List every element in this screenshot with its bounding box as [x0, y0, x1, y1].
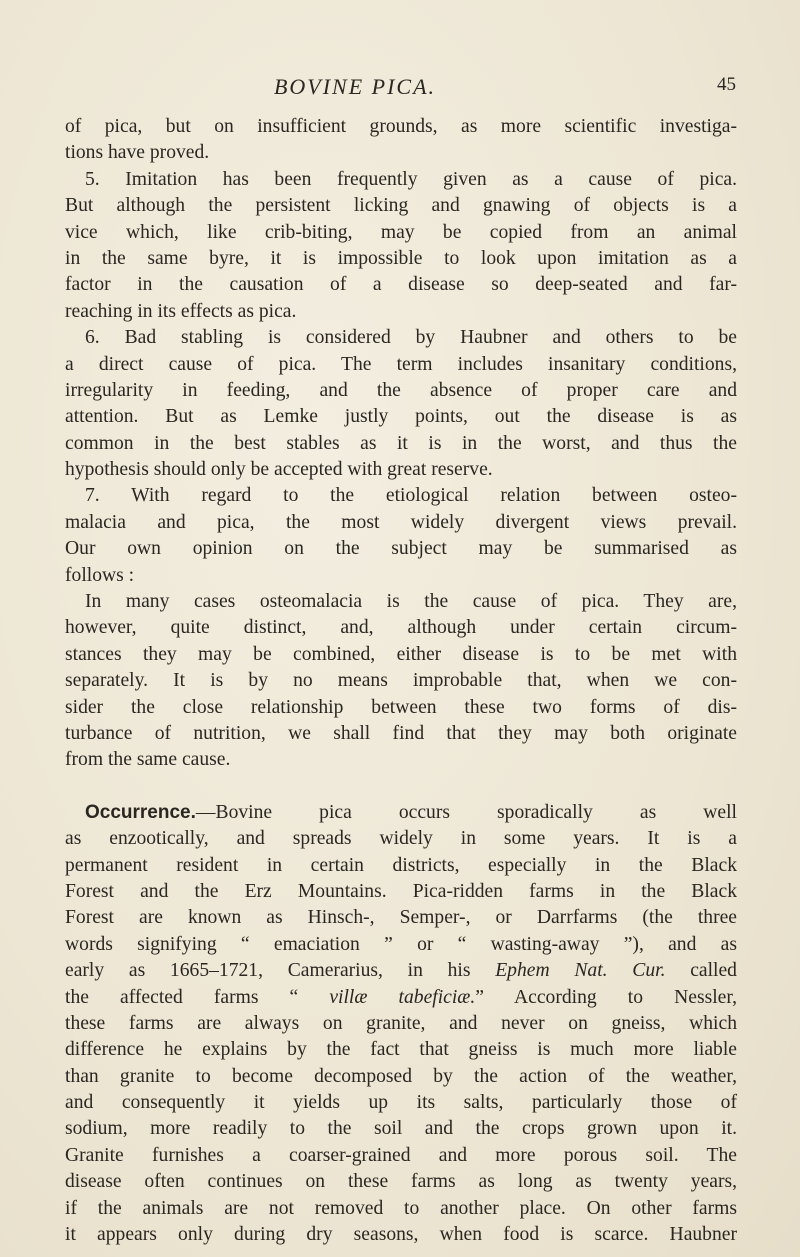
- page-header: [0, 62, 800, 102]
- text-line: follows :: [65, 564, 135, 586]
- text-segment: early as 1665–1721, Camerarius, in his: [65, 960, 496, 982]
- text-line: In many cases osteomalacia is the cause of pica. They are,: [85, 591, 737, 613]
- text-line: sider the close relationship between these two forms of dis-: [65, 696, 737, 718]
- text-line: But although the persistent licking and gnawing of objects is a: [65, 195, 737, 217]
- section-spacer: [65, 774, 737, 800]
- italic-term: villæ tabeficiæ.: [329, 986, 476, 1008]
- paragraph-imitation: [65, 167, 737, 325]
- text-line: of pica, but on insufficient grounds, as more scientific investiga-: [65, 116, 737, 137]
- text-line: reaching in its effects as pica.: [65, 300, 297, 322]
- text-line: [65, 985, 737, 1011]
- section-heading: Occurrence.: [85, 801, 196, 823]
- text-line: than granite to become decomposed by the action of the weather,: [65, 1065, 737, 1087]
- italic-title: Ephem Nat. Cur.: [495, 960, 666, 982]
- text-line: Our own opinion on the subject may be summarised as: [65, 538, 737, 560]
- text-line: hypothesis should only be accepted with great reserve.: [65, 459, 493, 481]
- text-line: from the same cause.: [65, 749, 231, 771]
- paragraph-stabling: [65, 325, 737, 483]
- text-segment: —Bovine pica occurs sporadically as well: [195, 801, 737, 823]
- text-line: sodium, more readily to the soil and the crops grown upon it.: [65, 1118, 737, 1140]
- paragraph-opinion: [65, 589, 737, 774]
- text-line: malacia and pica, the most widely divergent views prevail.: [65, 511, 737, 533]
- paragraph-1: [65, 114, 737, 167]
- text-line: if the animals are not removed to another place. On other farms: [65, 1197, 737, 1219]
- text-line: however, quite distinct, and, although under certain circum-: [65, 617, 737, 639]
- text-line: irregularity in feeding, and the absence of proper care and: [65, 379, 737, 401]
- text-line: Forest are known as Hinsch-, Semper-, or Darrfarms (the three: [65, 907, 737, 929]
- text-line: stances they may be combined, either disease is to be met with: [65, 643, 737, 665]
- page-number: 45: [717, 74, 736, 95]
- text-line: tions have proved.: [65, 142, 210, 164]
- text-line: permanent resident in certain districts, especially in the Black: [65, 854, 737, 876]
- text-line: common in the best stables as it is in the worst, and thus the: [65, 432, 737, 454]
- text-segment: the affected farms “: [65, 986, 330, 1008]
- text-line: disease often continues on these farms as long as twenty years,: [65, 1171, 737, 1193]
- text-line: separately. It is by no means improbable that, when we con-: [65, 670, 737, 692]
- section-occurrence: [65, 800, 737, 1249]
- paragraph-osteomalacia: [65, 483, 737, 589]
- text-line: attention. But as Lemke justly points, out the disease is as: [65, 406, 737, 428]
- text-line: 5. Imitation has been frequently given as a cause of pica.: [85, 168, 737, 190]
- text-line: vice which, like crib-biting, may be copied from an animal: [65, 221, 737, 243]
- text-line: difference he explains by the fact that gneiss is much more liable: [65, 1039, 737, 1061]
- body-text: [65, 114, 737, 1248]
- text-line: Granite furnishes a coarser-grained and more porous soil. The: [65, 1144, 737, 1166]
- text-line: [65, 800, 737, 826]
- text-line: [65, 958, 737, 984]
- text-line: Forest and the Erz Mountains. Pica-ridden farms in the Black: [65, 880, 737, 902]
- text-line: a direct cause of pica. The term includes insanitary conditions,: [65, 353, 737, 375]
- text-line: words signifying “ emaciation ” or “ wasting-away ”), and as: [65, 933, 737, 955]
- text-segment: ” According to Nessler,: [475, 986, 737, 1008]
- running-title: BOVINE PICA.: [273, 74, 437, 99]
- text-line: factor in the causation of a disease so deep-seated and far-: [65, 274, 737, 296]
- text-line: 6. Bad stabling is considered by Haubner and others to be: [85, 327, 737, 349]
- text-line: 7. With regard to the etiological relation between osteo-: [85, 485, 737, 507]
- text-line: in the same byre, it is impossible to look upon imitation as a: [65, 247, 737, 269]
- text-line: turbance of nutrition, we shall find that they may both originate: [65, 722, 737, 744]
- text-line: as enzootically, and spreads widely in some years. It is a: [65, 828, 737, 850]
- text-line: and consequently it yields up its salts, particularly those of: [65, 1092, 737, 1114]
- text-segment: called: [665, 960, 737, 982]
- text-line: these farms are always on granite, and never on gneiss, which: [65, 1012, 737, 1034]
- text-line: it appears only during dry seasons, when food is scarce. Haubner: [65, 1224, 737, 1246]
